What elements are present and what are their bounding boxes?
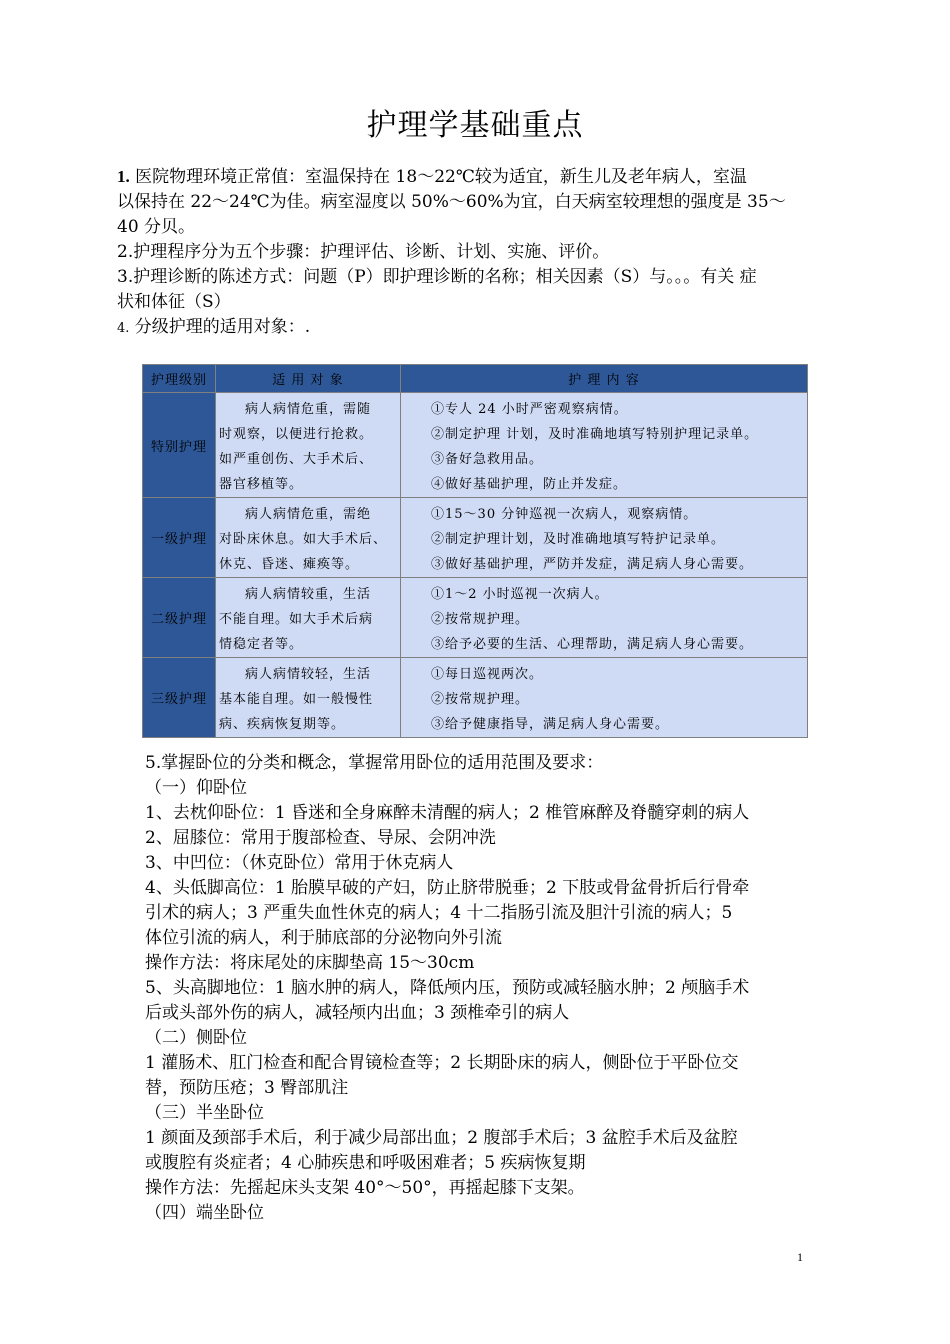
table-row <box>143 393 808 498</box>
body-line: 或腹腔有炎症者；4 心肺疾患和呼吸困难者；5 疾病恢复期 <box>145 1153 586 1173</box>
body-line: 5.掌握卧位的分类和概念，掌握常用卧位的适用范围及要求： <box>145 753 604 773</box>
intro-line: 4. 分级护理的适用对象：. <box>117 317 311 337</box>
intro-line: 以保持在 22～24℃为佳。病室湿度以 50%～60%为宜，白天病室较理想的强度是 35～ <box>117 192 786 212</box>
intro-line: 40 分贝。 <box>117 217 196 237</box>
intro-line: 3.护理诊断的陈述方式：问题（P）即护理诊断的名称；相关因素（S）与。。。有关 症 <box>117 267 757 287</box>
body-line: 3、中凹位：（休克卧位）常用于休克病人 <box>145 853 454 873</box>
document-title: 护理学基础重点 <box>366 108 584 143</box>
content-cell: ①1～2 小时巡视一次病人。 ②按常规护理。 ③给予必要的生活、心理帮助，满足病人身心需要。 <box>401 578 808 658</box>
object-cell: 病人病情较重，生活 不能自理。如大手术后病 情稳定者等。 <box>216 578 401 658</box>
body-line: 1、去枕仰卧位：1 昏迷和全身麻醉未清醒的病人；2 椎管麻醉及脊髓穿刺的病人 <box>145 803 750 823</box>
intro-line: 1. 医院物理环境正常值：室温保持在 18～22℃较为适宜，新生儿及老年病人，室温 <box>117 167 747 187</box>
body-line: 1 灌肠术、肛门检查和配合胃镜检查等；2 长期卧床的病人，侧卧位于平卧位交 <box>145 1053 739 1073</box>
body-line: （三）半坐卧位 <box>145 1103 264 1123</box>
body-line: 操作方法：先摇起床头支架 40°～50°，再摇起膝下支架。 <box>145 1178 585 1198</box>
item-number: 4. <box>117 321 130 336</box>
body-line: 引术的病人；3 严重失血性休克的病人；4 十二指肠引流及胆汁引流的病人；5 <box>145 903 733 923</box>
page-number: 1 <box>797 1250 803 1264</box>
header-content: 护 理 内 容 <box>401 365 808 393</box>
body-line: 2、屈膝位：常用于腹部检查、导尿、会阴冲洗 <box>145 828 496 848</box>
intro-line: 状和体征（S） <box>117 292 231 312</box>
body-line: （四）端坐卧位 <box>145 1203 264 1223</box>
intro-section <box>117 164 837 341</box>
body-line: 后或头部外伤的病人，减轻颅内出血；3 颈椎牵引的病人 <box>145 1003 570 1023</box>
object-cell: 病人病情危重，需随 时观察，以便进行抢救。 如严重创伤、大手术后、 器官移植等。 <box>216 393 401 498</box>
level-cell: 一级护理 <box>143 498 216 578</box>
level-cell: 二级护理 <box>143 578 216 658</box>
nursing-level-table <box>142 364 808 738</box>
body-line: 4、头低脚高位：1 胎膜早破的产妇，防止脐带脱垂；2 下肢或骨盆骨折后行骨牵 <box>145 878 750 898</box>
table-row <box>143 498 808 578</box>
content-cell: ①15～30 分钟巡视一次病人，观察病情。 ②制定护理计划，及时准确地填写特护记录单。 ③做好基础护理，严防并发症，满足病人身心需要。 <box>401 498 808 578</box>
body-line: （一）仰卧位 <box>145 778 247 798</box>
table-row <box>143 578 808 658</box>
content-cell: ①每日巡视两次。 ②按常规护理。 ③给予健康指导，满足病人身心需要。 <box>401 658 808 738</box>
object-cell: 病人病情较轻，生活 基本能自理。如一般慢性 病、疾病恢复期等。 <box>216 658 401 738</box>
object-cell: 病人病情危重，需绝 对卧床休息。如大手术后、 休克、昏迷、瘫痪等。 <box>216 498 401 578</box>
body-line: 1 颜面及颈部手术后，利于减少局部出血；2 腹部手术后；3 盆腔手术后及盆腔 <box>145 1128 738 1148</box>
content-cell: ①专人 24 小时严密观察病情。 ②制定护理 计划，及时准确地填写特别护理记录单。 ③备好急救用品。 ④做好基础护理，防止并发症。 <box>401 393 808 498</box>
header-level: 护理级别 <box>143 365 216 393</box>
body-line: 操作方法：将床尾处的床脚垫高 15～30cm <box>145 953 475 973</box>
level-cell: 三级护理 <box>143 658 216 738</box>
table-header-row <box>143 365 808 393</box>
body-line: 体位引流的病人，利于肺底部的分泌物向外引流 <box>145 928 502 948</box>
body-line: 替，预防压疮；3 臀部肌注 <box>145 1078 349 1098</box>
intro-line: 2.护理程序分为五个步骤：护理评估、诊断、计划、实施、评价。 <box>117 242 610 262</box>
level-cell: 特别护理 <box>143 393 216 498</box>
table-row <box>143 658 808 738</box>
body-line: 5、头高脚地位：1 脑水肿的病人，降低颅内压，预防或减轻脑水肿；2 颅脑手术 <box>145 978 750 998</box>
header-object: 适 用 对 象 <box>216 365 401 393</box>
body-line: （二）侧卧位 <box>145 1028 247 1048</box>
item-number: 1. <box>117 167 130 186</box>
body-section <box>145 751 825 1226</box>
